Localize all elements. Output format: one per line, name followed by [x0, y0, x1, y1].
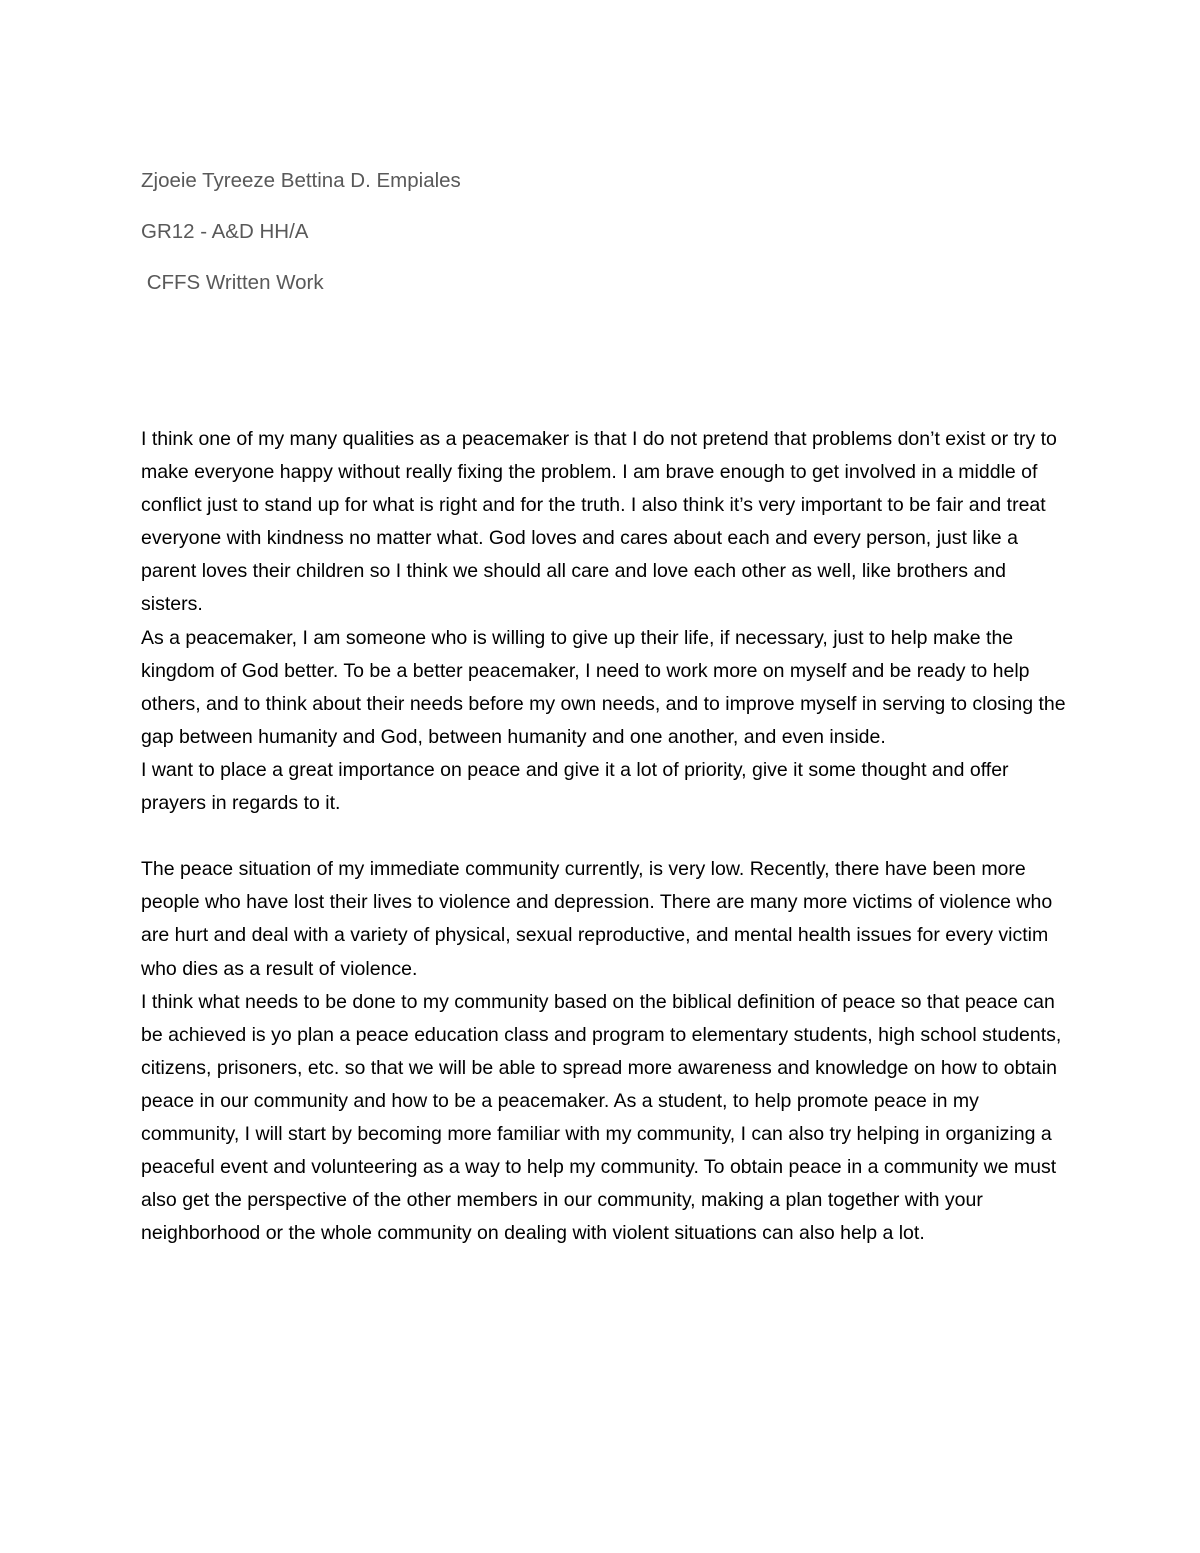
paragraph-community-plan: I think what needs to be done to my community based on the biblical definition of peace so that peace can be achieved is yo plan a peace education class and program to elementary students, high school students, citizens, prisoners, etc. so that we will be able to spread more awareness and knowledge on how to obtain peace in our community and how to be a peacemaker. As a student, to help promote peace in my community, I will start by becoming more familiar with my community, I can also try helping in organizing a peaceful event and volunteering as a way to help my community. To obtain peace in a community we must also get the perspective of the other members in our community, making a plan together with your neighborhood or the whole community on dealing with violent situations can also help a lot.	[141, 990, 1062, 1245]
student-name: Zjoeie Tyreeze Bettina D. Empiales	[141, 169, 461, 192]
paragraph-priority: I want to place a great importance on peace and give it a lot of priority, give it some thought and offer prayers in regards to it.	[141, 758, 1009, 815]
paragraph-peacemaker-role: As a peacemaker, I am someone who is willing to give up their life, if necessary, just to help make the kingdom of God better. To be a better peacemaker, I need to work more on myself and be ready to help others, and to think about their needs before my own needs, and to improve myself in serving to closing the gap between humanity and God, between humanity and one another, and even inside.	[141, 626, 1066, 748]
essay-body	[141, 423, 1066, 1250]
document-header	[141, 166, 1041, 319]
paragraph-community-situation: The peace situation of my immediate community currently, is very low. Recently, there have been more people who have lost their lives to violence and depression. There are many more victims of violence who are hurt and deal with a variety of physical, sexual reproductive, and mental health issues for every victim who dies as a result of violence.	[141, 858, 1053, 980]
assignment-title: CFFS Written Work	[141, 271, 324, 294]
paragraph-spacer	[141, 820, 1066, 853]
grade-section: GR12 - A&D HH/A	[141, 220, 309, 243]
paragraph-qualities: I think one of my many qualities as a peacemaker is that I do not pretend that problems don’t exist or try to make everyone happy without really fixing the problem. I am brave enough to get involved in a middle of conflict just to stand up for what is right and for the truth. I also think it’s very important to be fair and treat everyone with kindness no matter what. God loves and cares about each and every person, just like a parent loves their children so I think we should all care and love each other as well, like brothers and sisters.	[141, 428, 1057, 616]
